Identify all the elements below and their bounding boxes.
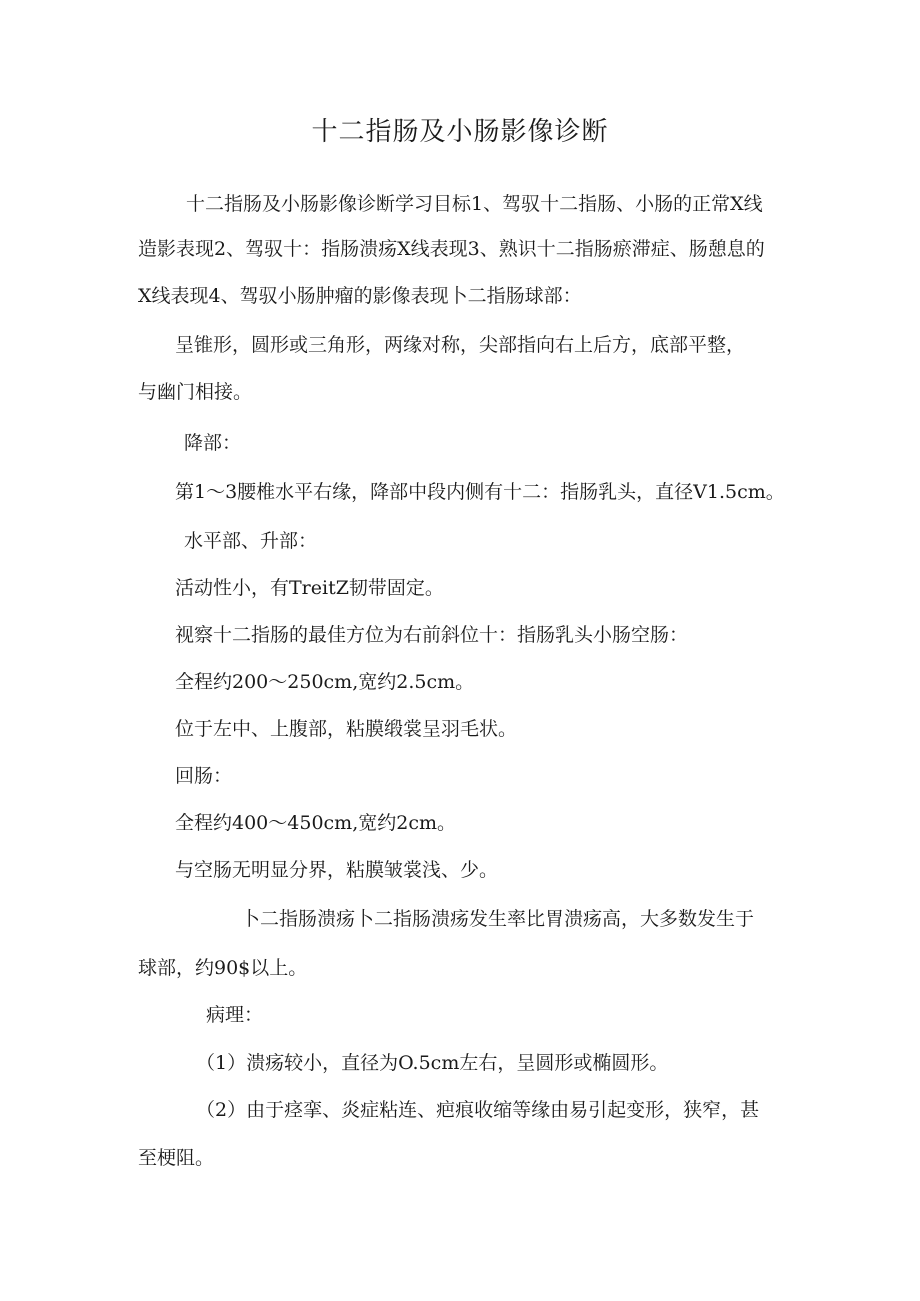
paragraph-line: 至梗阻。	[138, 1147, 215, 1169]
paragraph-line: 活动性小，有TreitZ韧带固定。	[175, 577, 444, 599]
paragraph-line: 呈锥形，圆形或三角形，两缘对称，尖部指向右上后方，底部平整，	[175, 334, 746, 356]
document-title: 十二指肠及小肠影像诊断	[311, 117, 609, 147]
paragraph-line: （2）由于痉挛、炎症粘连、疤痕收缩等缘由易引起变形，狭窄，甚	[196, 1099, 760, 1121]
paragraph-line: 位于左中、上腹部，粘膜缎裳呈羽毛状。	[175, 718, 518, 740]
paragraph-line: 降部：	[184, 432, 242, 454]
paragraph-line: 全程约400〜450cm,宽约2cm。	[175, 812, 456, 834]
paragraph-line: （1）溃疡较小，直径为O.5cm左右，呈圆形或椭圆形。	[196, 1052, 669, 1074]
paragraph-line: 全程约200〜250cm,宽约2.5cm。	[175, 671, 475, 693]
paragraph-line: 与幽门相接。	[138, 381, 253, 403]
paragraph-line: 病理：	[206, 1004, 264, 1026]
paragraph-line: 第1〜3腰椎水平右缘，降部中段内侧有十二：指肠乳头，直径V1.5cm。	[175, 481, 785, 503]
paragraph-line: 球部，约90$以上。	[138, 957, 308, 979]
paragraph-line: 视察十二指肠的最佳方位为右前斜位十：指肠乳头小肠空肠：	[175, 624, 689, 646]
paragraph-line: 造影表现2、驾驭十：指肠溃疡X线表现3、熟识十二指肠瘀滞症、肠憩息的	[138, 238, 765, 260]
paragraph-line: 与空肠无明显分界，粘膜皱裳浅、少。	[175, 859, 499, 881]
paragraph-line: 水平部、升部：	[184, 530, 318, 552]
paragraph-line: X线表现4、驾驭小肠肿瘤的影像表现卜二指肠球部：	[138, 285, 582, 307]
paragraph-line: 卜二指肠溃疡卜二指肠溃疡发生率比胃溃疡高，大多数发生于	[241, 908, 755, 930]
paragraph-line: 回肠：	[175, 765, 233, 787]
paragraph-line: 十二指肠及小肠影像诊断学习目标1、驾驭十二指肠、小肠的正常X线	[186, 193, 763, 215]
